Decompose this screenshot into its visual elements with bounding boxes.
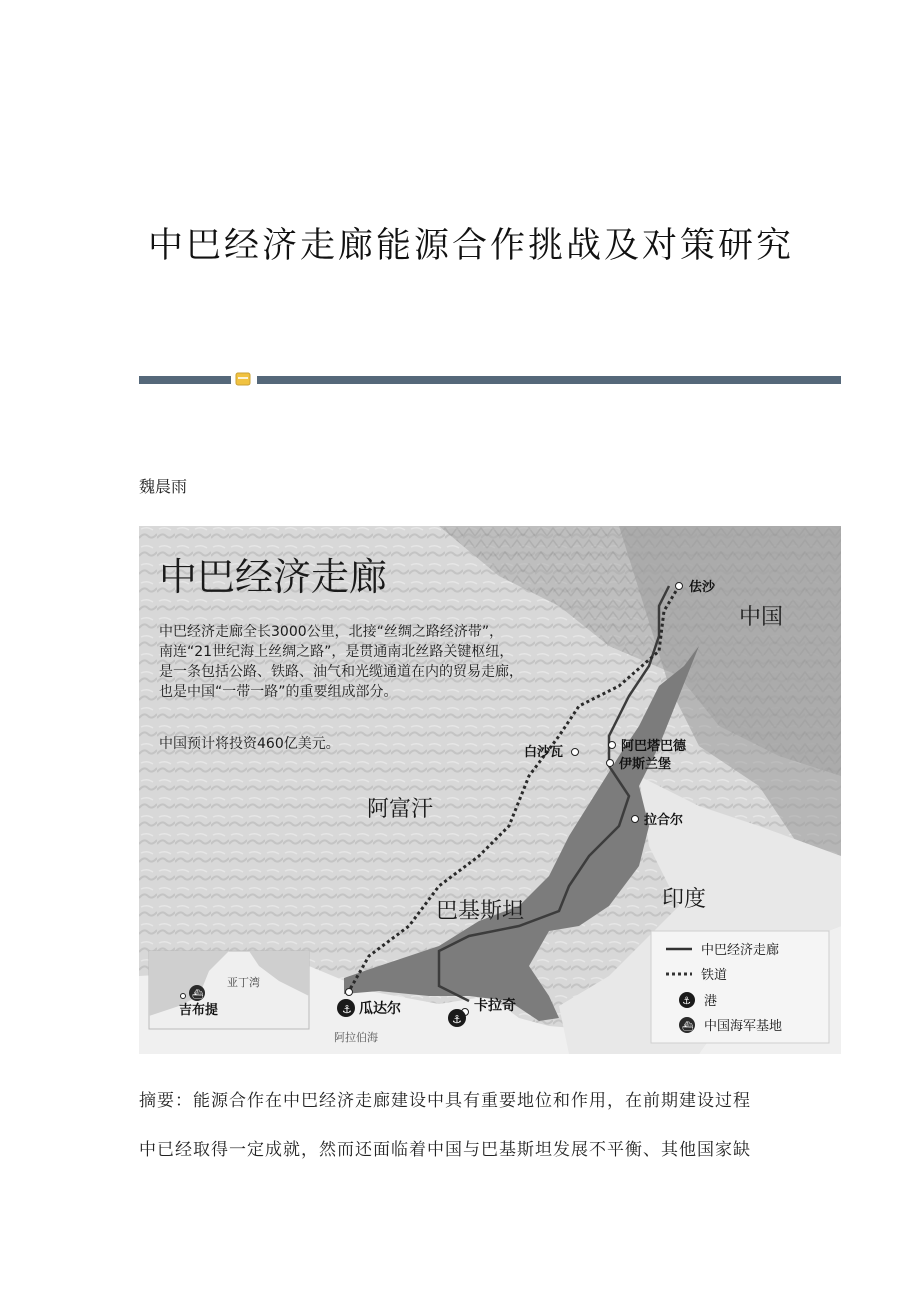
city-djibouti-label: 吉布提: [179, 1003, 219, 1018]
city-lahore-label: 拉合尔: [644, 813, 684, 828]
label-india: 印度: [662, 887, 707, 912]
map-desc-line-2: 南连“21世纪海上丝绸之路”，是贯通南北丝路关键枢纽，: [159, 644, 514, 660]
legend-railway-label: 铁道: [701, 968, 728, 983]
author: 魏晨雨: [139, 477, 188, 496]
svg-text:⚓: ⚓: [342, 1003, 352, 1016]
title-rule-left: [139, 376, 231, 384]
map-title: 中巴经济走廊: [159, 555, 388, 599]
legend-naval-base-label: 中国海军基地: [704, 1019, 783, 1034]
legend-port-label: 港: [704, 994, 718, 1009]
abstract-line-2: 中已经取得一定成就，然而还面临着中国与巴基斯坦发展不平衡、其他国家缺: [139, 1140, 751, 1160]
city-abbottabad-label: 阿巴塔巴德: [621, 739, 687, 754]
city-peshawar-label: 白沙瓦: [524, 745, 564, 760]
city-gwadar-label: 瓜达尔: [359, 1001, 401, 1017]
svg-text:⚓: ⚓: [682, 996, 691, 1007]
svg-text:⚓: ⚓: [452, 1013, 462, 1026]
svg-text:⛴: ⛴: [192, 990, 204, 1000]
map-desc-line-1: 中巴经济走廊全长3000公里，北接“丝绸之路经济带”，: [159, 624, 504, 640]
map-desc-line-3: 是一条包括公路、铁路、油气和光缆通道在内的贸易走廊，: [159, 664, 523, 680]
document-title: 中巴经济走廊能源合作挑战及对策研究: [148, 226, 795, 266]
label-afghanistan: 阿富汗: [367, 797, 434, 822]
city-kashgar-label: 佉沙: [689, 580, 716, 595]
legend-corridor-label: 中巴经济走廊: [701, 943, 780, 958]
title-rule-ornament: [235, 372, 251, 386]
city-karachi-label: 卡拉奇: [474, 998, 516, 1014]
title-rule-right: [257, 376, 841, 384]
map-investment: 中国预计将投资460亿美元。: [159, 736, 340, 752]
svg-text:⛴: ⛴: [682, 1022, 694, 1032]
corridor-map: [139, 526, 841, 1054]
label-china: 中国: [739, 605, 784, 630]
city-islamabad-label: 伊斯兰堡: [619, 757, 672, 772]
inset-djibouti: [149, 951, 309, 1029]
label-pakistan: 巴基斯坦: [436, 899, 525, 924]
city-abbottabad: [609, 738, 688, 754]
map-desc-line-4: 也是中国“一带一路”的重要组成部分。: [159, 684, 398, 700]
abstract-line-1: 摘要：能源合作在中巴经济走廊建设中具有重要地位和作用，在前期建设过程: [139, 1091, 751, 1111]
label-arabian-sea: 阿拉伯海: [334, 1031, 378, 1044]
label-gulf-of-aden: 亚丁湾: [227, 976, 260, 989]
map-legend: [651, 931, 829, 1043]
